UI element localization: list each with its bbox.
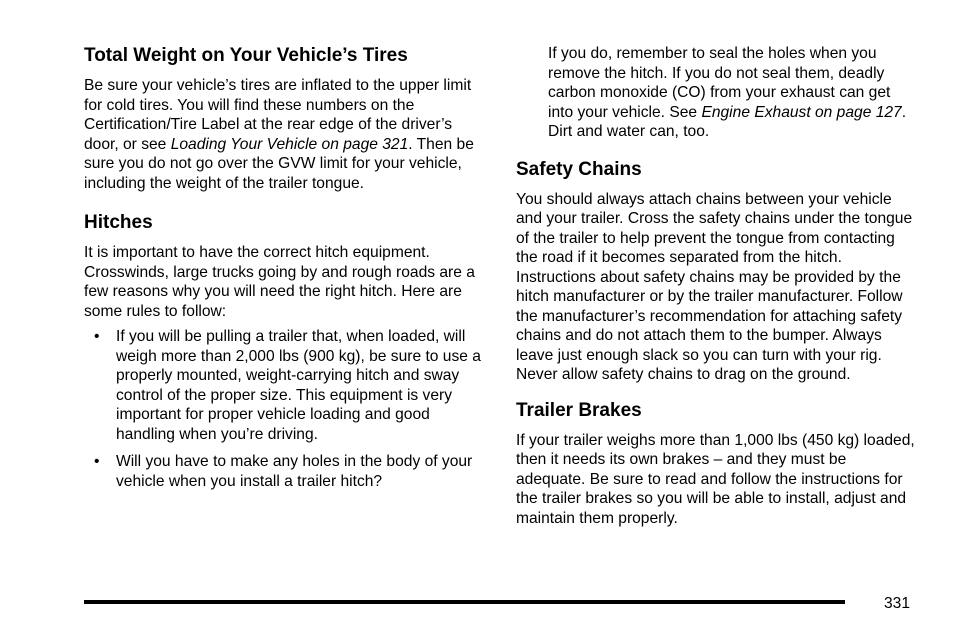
heading-safety-chains: Safety Chains: [516, 158, 642, 180]
list-item: [84, 452, 486, 491]
bullet-icon: •: [94, 328, 100, 345]
bullet-icon: •: [94, 453, 100, 470]
right-column: [516, 44, 918, 528]
hitch-rules-list: [84, 327, 486, 491]
paragraph-trailer-brakes: If your trailer weighs more than 1,000 lbs (450 kg) loaded, then it needs its own brakes – and they must be adequate. Be sure to read and follow the instructions for the trailer brakes so you will be able to install, adjust and maintain them properly.: [516, 431, 915, 527]
page-number: 331: [884, 595, 911, 612]
cross-reference-loading: Loading Your Vehicle on page 321: [170, 135, 409, 153]
footer-rule: [84, 600, 845, 604]
paragraph-text: . Then be sure you do not go over the GVW limit for your vehicle, including the weight of the trailer tongue.: [84, 135, 474, 192]
heading-total-weight: Total Weight on Your Vehicle’s Tires: [84, 45, 408, 66]
list-item-text: Will you have to make any holes in the body of your vehicle when you install a trailer hitch?: [116, 453, 473, 490]
paragraph-safety-chains: You should always attach chains between your vehicle and your trailer. Cross the safety chains under the tongue of the trailer to help prevent the tongue from contacting the road if it becomes separated from the hitch. Instructions about safety chains may be provided by the hitch manufacturer or by the trailer manufacturer. Follow the manufacturer’s recommendation for attaching safety chains and do not attach them to the bumper. Always leave just enough slack so you can turn with your rig. Never allow safety chains to drag on the ground.: [516, 190, 913, 383]
left-column: [84, 44, 486, 499]
cross-reference-exhaust: Engine Exhaust on page 127: [701, 103, 902, 121]
paragraph-seal-holes: [516, 44, 918, 142]
paragraph-hitches: It is important to have the correct hitch equipment. Crosswinds, large trucks going by and rough roads are a few reasons why you will need the right hitch. Here are some rules to follow:: [84, 244, 475, 320]
paragraph-total-weight: [84, 76, 486, 193]
paragraph-text: Be sure your vehicle’s tires are inflated to the upper limit for cold tires. You will find these numbers on the Certification/Tire Label at the rear edge of the driver’s door, or see: [84, 77, 472, 153]
paragraph-text: If you do, remember to seal the holes when you remove the hitch. If you do not seal them, deadly carbon monoxide (CO) from your exhaust can get into your vehicle. See: [548, 45, 891, 121]
paragraph-text: . Dirt and water can, too.: [548, 103, 907, 140]
heading-hitches: Hitches: [84, 212, 153, 233]
heading-trailer-brakes: Trailer Brakes: [516, 399, 642, 421]
list-item-text: If you will be pulling a trailer that, when loaded, will weigh more than 2,000 lbs (900 kg), be sure to use a properly mounted, weight-carrying hitch and sway control of the proper size. This equipment is very important for proper vehicle loading and good handling when you’re driving.: [116, 328, 481, 443]
list-item: [84, 327, 486, 444]
